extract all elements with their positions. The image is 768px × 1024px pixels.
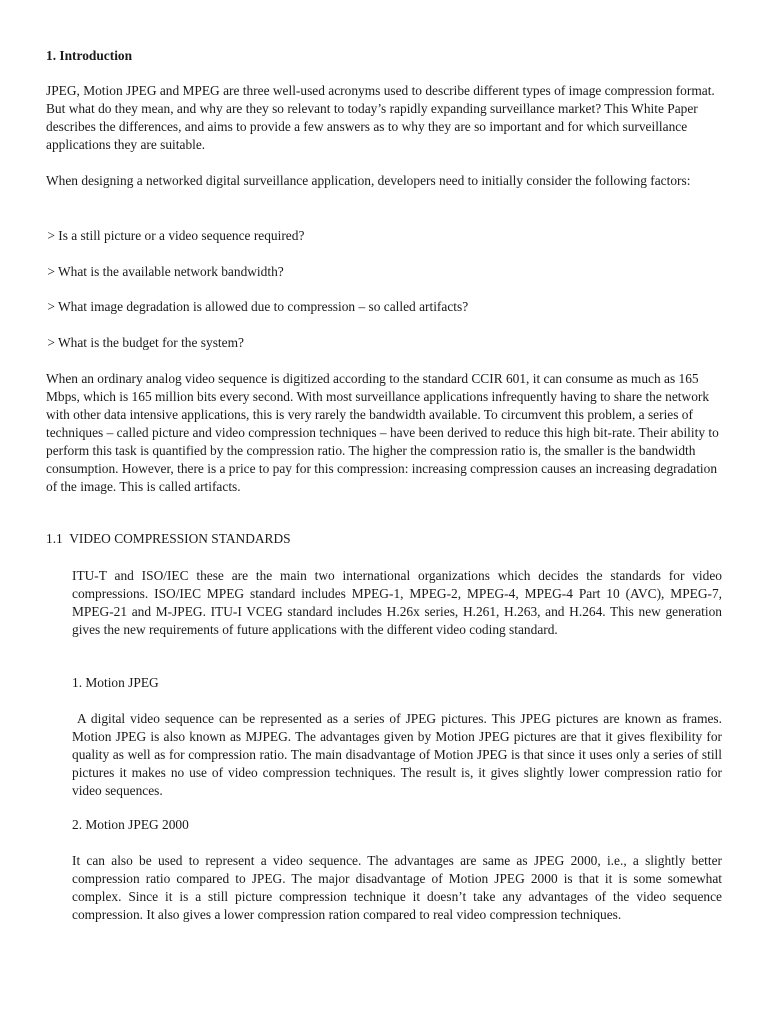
section-heading-video-compression-standards: 1.1 VIDEO COMPRESSION STANDARDS: [46, 531, 291, 546]
subheading-motion-jpeg: 1. Motion JPEG: [72, 675, 159, 690]
intro-paragraph: JPEG, Motion JPEG and MPEG are three well-used acronyms used to describe different types of image compression format. But what do they mean, and why are they so relevant to today’s rapidly expanding surveillance market? This White Paper describes the differences, and aims to provide a few answers as to why they are so important and for which surveillance applications they are suitable.: [46, 83, 715, 152]
factor-item: > What is the budget for the system?: [44, 335, 244, 350]
motion-jpeg-2000-paragraph: It can also be used to represent a video sequence. The advantages are same as JPEG 2000, i.e., a slightly better compression ratio compared to JPEG. The major disadvantage of Motion JPEG 2000 is that it is some somewhat complex. Since it is a still picture compression technique it doesn’t take any advantages of the video sequence compression. It also gives a lower compression ration compared to real video compression techniques.: [72, 853, 722, 922]
factors-paragraph: When designing a networked digital surveillance application, developers need to initially consider the following factors:: [46, 173, 691, 188]
section-heading-introduction: 1. Introduction: [46, 48, 133, 63]
subheading-motion-jpeg-2000: 2. Motion JPEG 2000: [72, 817, 189, 832]
motion-jpeg-paragraph: A digital video sequence can be represented as a series of JPEG pictures. This JPEG pictures are known as frames. Motion JPEG is also known as MJPEG. The advantages given by Motion JPEG pictures are that it gives flexibility for quality as well as for compression ratio. The main disadvantage of Motion JPEG is that since it uses only a series of still pictures it makes no use of video compression techniques. The result is, it gives slightly lower compression ratio for video sequences.: [72, 711, 726, 798]
analog-video-paragraph: When an ordinary analog video sequence is digitized according to the standard CCIR 601, it can consume as much as 165 Mbps, which is 165 million bits every second. With most surveillance applications infrequently having to share the network with other data intensive applications, this is very rarely the bandwidth available. To circumvent this problem, a series of techniques – called picture and video compression techniques – have been derived to reduce this high bit-rate. Their ability to perform this task is quantified by the compression ratio. The higher the compression ratio is, the smaller is the bandwidth consumption. However, there is a price to pay for this compression: increasing compression causes an increasing degradation of the image. This is called artifacts.: [46, 371, 719, 494]
factor-item: > What image degradation is allowed due to compression – so called artifacts?: [44, 299, 469, 314]
standards-paragraph: ITU-T and ISO/IEC these are the main two international organizations which decides the standards for video compressions. ISO/IEC MPEG standard includes MPEG-1, MPEG-2, MPEG-4, MPEG-4 Part 10 (AVC), MPEG-7, MPEG-21 and M-JPEG. ITU-I VCEG standard includes H.26x series, H.261, H.263, and H.264. This new generation gives the new requirements of future applications with the different video coding standard.: [72, 568, 722, 637]
factor-item: > Is a still picture or a video sequence required?: [44, 228, 305, 243]
factor-item: > What is the available network bandwidth?: [44, 264, 284, 279]
